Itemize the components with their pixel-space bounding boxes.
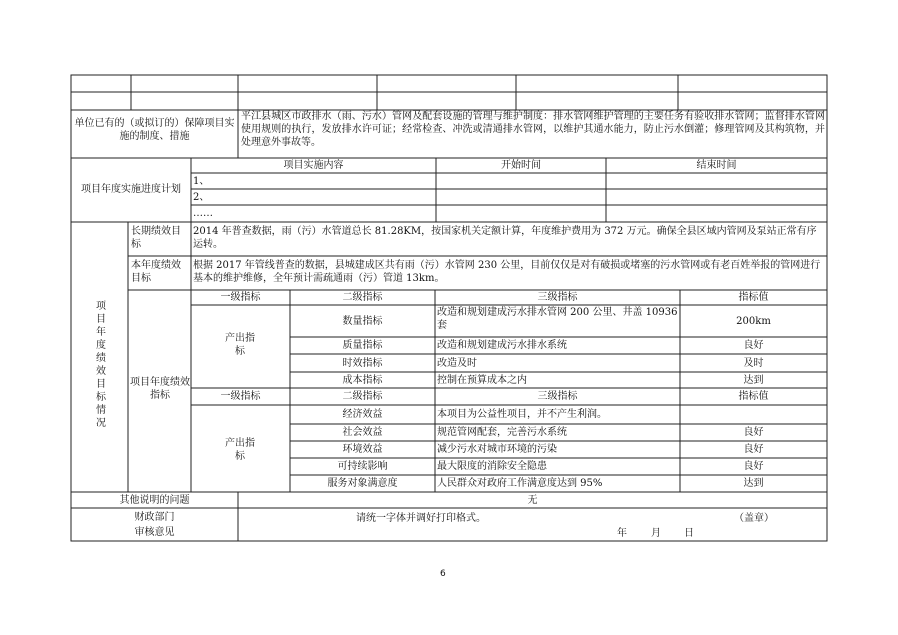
level2-cell: 时效指标 [342,358,383,369]
value-cell: 及时 [743,358,764,369]
value-cell: 达到 [743,478,764,489]
schedule-header-end: 结束时间 [696,160,737,171]
level3-cell: 人民群众对政府工作满意度达到 95% [437,478,603,489]
value-cell: 良好 [743,444,764,455]
col-header-level3: 三级指标 [537,391,578,402]
col-header-level2: 二级指标 [342,292,383,303]
level2-cell: 经济效益 [342,409,383,420]
date-year: 年 [617,528,627,539]
finance-label-line2: 审核意见 [134,527,175,538]
col-header-level1: 一级指标 [220,391,261,402]
col-header-level1: 一级指标 [220,292,261,303]
page-number: 6 [440,569,446,579]
long-term-text: 2014 年普查数据，雨（污）水管道总长 81.28KM，按国家机关定额计算，年度维护费用为 372 万元。确保全县区域内管网及泵站正常有序运转。 [193,226,817,250]
schedule-label: 项目年度实施进度计划 [81,184,181,195]
level3-cell: 最大限度的消除安全隐患 [437,461,547,472]
date-month: 月 [651,528,661,539]
level3-cell: 控制在预算成本之内 [437,375,527,386]
level2-cell: 数量指标 [342,316,383,327]
col-header-level2: 二级指标 [342,391,383,402]
level3-cell: 改造和规划建成污水排水系统 [437,340,567,351]
level3-cell: 减少污水对城市环境的污染 [437,444,557,455]
value-cell: 达到 [743,375,764,386]
col-header-value: 指标值 [738,391,769,402]
schedule-header-start: 开始时间 [501,160,541,171]
level3-cell: 本项目为公益性项目，并不产生利润。 [437,409,607,420]
schedule-row: 1、 [193,176,210,187]
level2-cell: 质量指标 [342,340,383,351]
finance-label-line1: 财政部门 [134,512,175,523]
value-cell: 200km [736,316,771,327]
col-header-level3: 三级指标 [537,292,578,303]
finance-note: 请统一字体并调好打印格式。 [356,513,486,524]
level2-cell: 服务对象满意度 [327,478,398,489]
measures-text: 平江县城区市政排水（雨、污水）管网及配套设施的管理与维护制度：排水管网维护管理的主要任务有验收排水管网；监督排水管网使用规则的执行，发放排水许可证；经常检查、冲洗或清通排水管网，以维护其通水能力，防止污水倒灌；修理管网及其构筑物，并处理意外事故等。 [241,111,825,148]
effect-indicator-label: 产出指标 [225,438,255,462]
level2-cell: 可持续影响 [337,461,388,472]
other-value: 无 [527,495,538,506]
finance-seal: （盖章） [734,513,774,524]
schedule-header-content: 项目实施内容 [283,160,344,171]
schedule-row: 2、 [193,192,210,203]
value-cell: 良好 [743,340,764,351]
level2-cell: 社会效益 [342,427,383,438]
value-cell: 良好 [743,461,764,472]
level2-cell: 成本指标 [342,375,383,386]
value-cell: 良好 [743,427,764,438]
level3-cell: 规范管网配套，完善污水系统 [437,427,567,438]
col-header-value: 指标值 [738,292,769,303]
level2-cell: 环境效益 [342,444,383,455]
level3-cell: 改造及时 [437,358,477,369]
schedule-row: …… [193,208,213,219]
measures-label: 单位已有的（或拟订的）保障项目实施的制度、措施 [74,118,235,142]
long-term-label: 长期绩效目标 [131,226,181,250]
level3-cell: 改造和规划建成污水排水管网 200 公里、井盖 10936 套 [437,307,678,331]
annual-text: 根据 2017 年管线普查的数据，县城建成区共有雨（污）水管网 230 公里，目前仅仅是对有破损或堵塞的污水管网或有老百姓举报的管网进行基本的维护维修，全年预计需疏通雨（污）管道 13km。 [193,260,821,284]
targets-section-label: 项目年度绩效目标情况 [96,301,106,429]
output-indicator-label: 产出指标 [225,333,255,357]
date-day: 日 [684,528,694,539]
other-label: 其他说明的问题 [119,495,190,506]
annual-label: 本年度绩效目标 [131,260,181,284]
indicator-label: 项目年度绩效指标 [130,377,190,401]
